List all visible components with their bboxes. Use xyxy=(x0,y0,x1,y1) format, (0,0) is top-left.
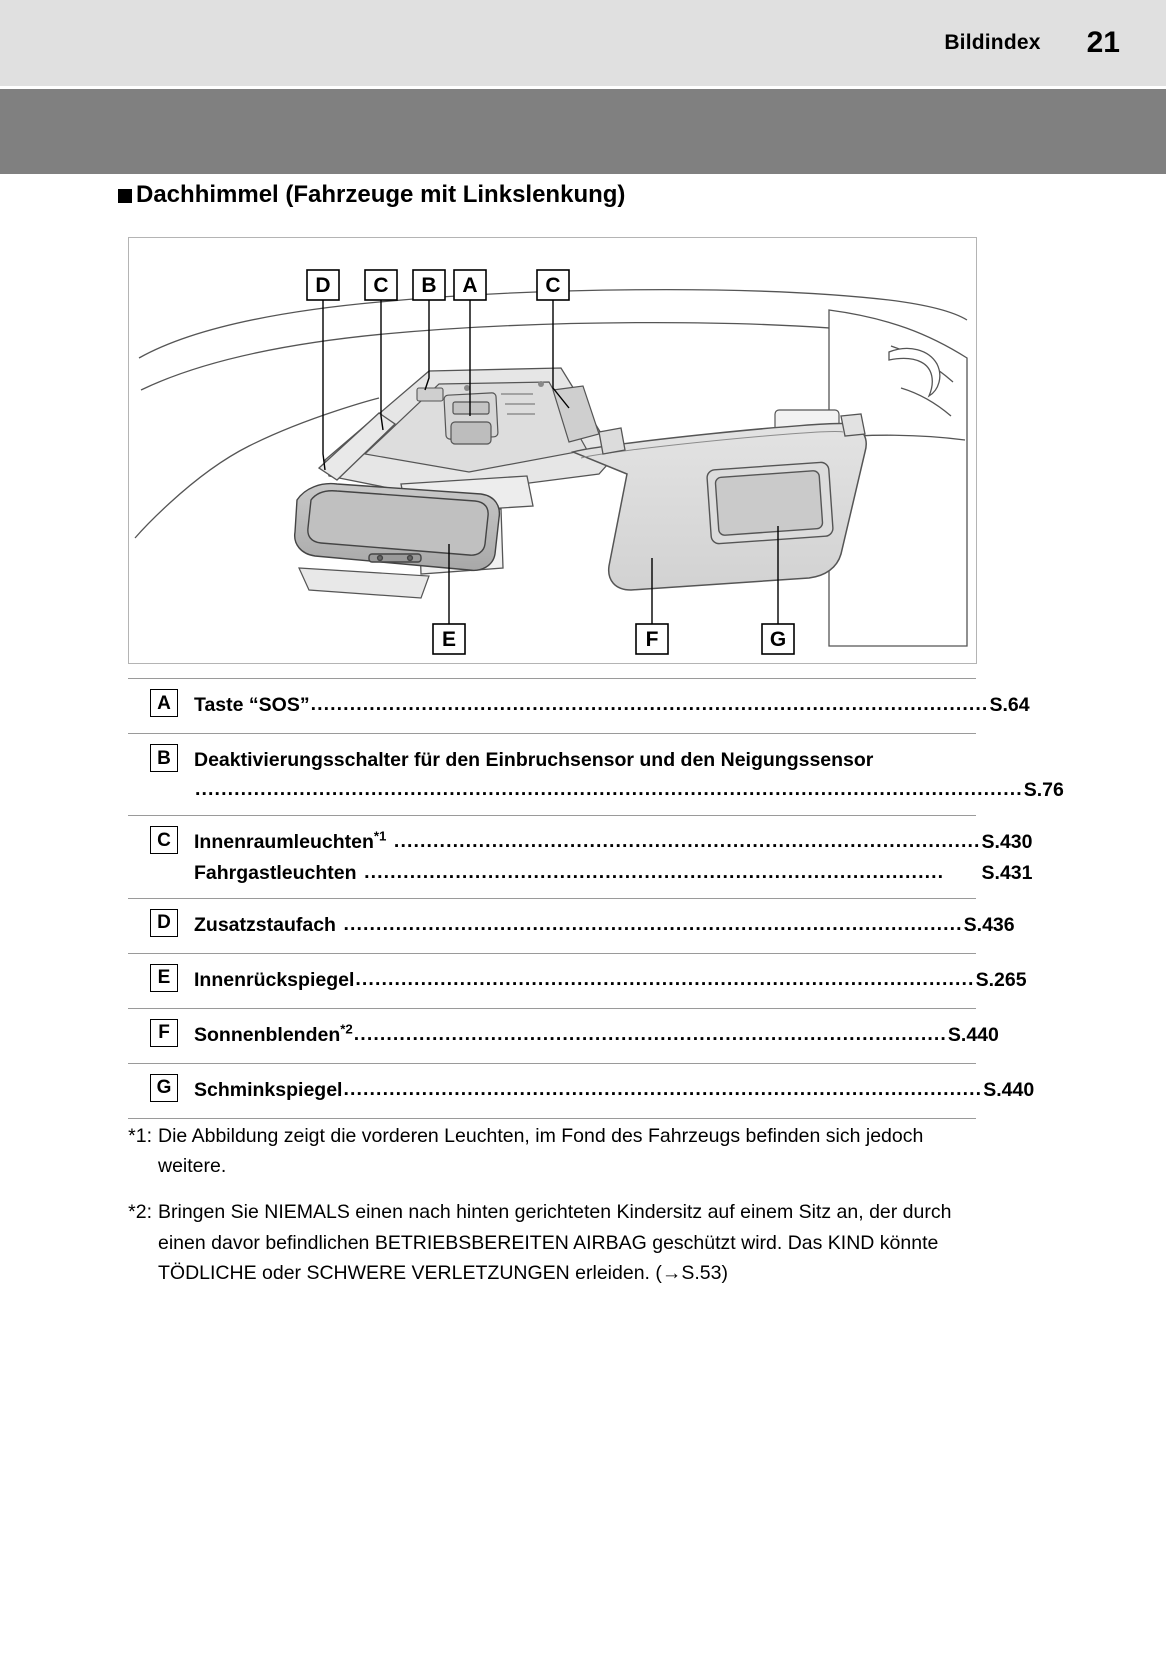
leader-dots: ............................................................................................... xyxy=(355,967,975,990)
legend-label-c1: Innenraumleuchten$^{*1}$ xyxy=(194,828,387,854)
legend-label-b: Deaktivierungsschalter für den Einbruchsensor und den Neigungssensor xyxy=(194,749,874,771)
svg-text:D: D xyxy=(315,274,331,297)
legend-list xyxy=(128,678,1064,1119)
header-title: Bildindex xyxy=(944,31,1041,54)
legend-text-g xyxy=(194,1074,1034,1105)
footnote-ref-2[interactable]: *2 xyxy=(340,1021,353,1037)
legend-item-e[interactable] xyxy=(128,953,1027,1008)
legend-item-f[interactable] xyxy=(128,1008,999,1063)
legend-label-a: Taste “SOS” xyxy=(194,694,310,716)
leader-dots: ......................................................................................... xyxy=(357,860,945,883)
footnote-2-text: Bringen Sie NIEMALS einen nach hinten gerichteten Kindersitz auf einem Sitz an, der durch einen davor befindlichen BETRIEBSBEREITEN AIRBAG geschützt wird. Das KIND könnte TÖDLICHE oder SCHWERE VERLETZUNGEN erleiden. (→S.53) xyxy=(158,1201,952,1284)
legend-item-g[interactable] xyxy=(128,1063,1035,1119)
footnote-1-mark: *1: xyxy=(128,1125,152,1147)
footnotes xyxy=(112,1121,984,1304)
page-number: 21 xyxy=(1086,26,1120,59)
legend-text-c xyxy=(194,826,1033,887)
legend-item-b[interactable] xyxy=(128,733,1064,815)
figure-illustration xyxy=(129,238,976,663)
footnote-1 xyxy=(112,1121,984,1181)
legend-key-f: F xyxy=(150,1019,178,1047)
footnote-1-text: Die Abbildung zeigt die vorderen Leuchten, im Fond des Fahrzeugs befinden sich jedoch weitere. xyxy=(158,1125,924,1178)
svg-text:B: B xyxy=(421,274,437,297)
leader-dots: .................................................................................................. xyxy=(343,1077,983,1100)
svg-text:C: C xyxy=(373,274,389,297)
legend-page-b[interactable]: S.76 xyxy=(1023,779,1064,802)
leader-dots: ............................................................................................................................... xyxy=(195,778,1023,801)
legend-label-f: Sonnenblenden$^{*2}$ xyxy=(194,1021,353,1046)
legend-text-b xyxy=(194,744,1064,805)
legend-label-c2: Fahrgastleuchten xyxy=(194,861,357,884)
legend-text-e xyxy=(194,964,1027,995)
legend-text-a xyxy=(194,689,1030,720)
legend-text-f xyxy=(194,1019,999,1050)
legend-key-a: A xyxy=(150,689,178,717)
legend-page-c1[interactable]: S.430 xyxy=(981,831,1033,854)
leader-dots: ........................................................................................... xyxy=(353,1022,947,1045)
legend-page-c2[interactable]: S.431 xyxy=(981,861,1033,884)
legend-key-g: G xyxy=(150,1074,178,1102)
chapter-band xyxy=(0,89,1166,174)
legend-key-e: E xyxy=(150,964,178,992)
footnote-2 xyxy=(112,1197,984,1288)
legend-item-a[interactable] xyxy=(128,678,1030,733)
legend-key-d: D xyxy=(150,909,178,937)
legend-item-d[interactable] xyxy=(128,898,1015,953)
leader-dots: ........................................................................................................ xyxy=(310,693,989,715)
svg-text:A: A xyxy=(462,274,478,297)
square-bullet-icon xyxy=(118,189,132,203)
legend-page-d[interactable]: S.436 xyxy=(963,913,1015,936)
page-header xyxy=(0,0,1166,86)
svg-text:C: C xyxy=(545,274,561,297)
legend-page-f[interactable]: S.440 xyxy=(947,1023,999,1046)
legend-label-e: Innenrückspiegel xyxy=(194,968,355,991)
section-heading xyxy=(118,181,625,209)
legend-page-a[interactable]: S.64 xyxy=(989,694,1030,716)
footnote-ref-1[interactable]: *1 xyxy=(373,828,387,844)
leader-dots: .......................................................................................... xyxy=(387,830,981,853)
legend-key-c: C xyxy=(150,826,178,854)
footnote-2-mark: *2: xyxy=(128,1201,152,1224)
legend-page-g[interactable]: S.440 xyxy=(983,1078,1035,1101)
section-heading-text: Dachhimmel (Fahrzeuge mit Linkslenkung) xyxy=(136,181,626,208)
figure-dachhimmel xyxy=(128,237,977,664)
legend-text-d xyxy=(194,909,1015,940)
svg-text:G: G xyxy=(769,628,787,651)
legend-label-d: Zusatzstaufach xyxy=(194,913,336,936)
legend-page-e[interactable]: S.265 xyxy=(975,968,1027,991)
svg-text:E: E xyxy=(441,628,457,651)
legend-label-g: Schminkspiegel xyxy=(194,1078,343,1101)
legend-key-b: B xyxy=(150,744,178,772)
leader-dots: ............................................................................................... xyxy=(336,912,963,935)
legend-item-c[interactable] xyxy=(128,815,1033,897)
svg-text:F: F xyxy=(645,628,659,651)
